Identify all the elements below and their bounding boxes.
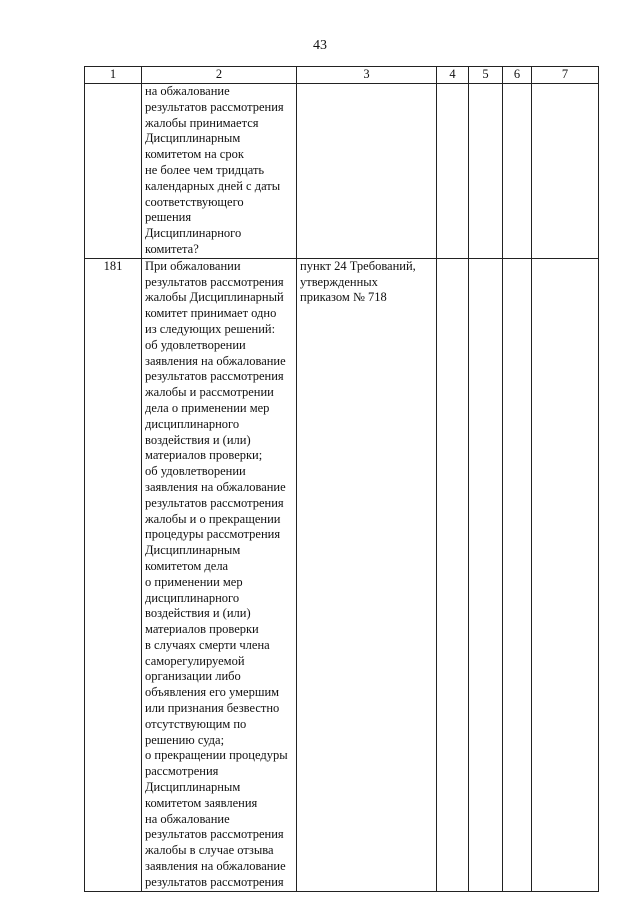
text-line: пункт 24 Требований, — [300, 258, 416, 273]
text-line: результатов рассмотрения — [145, 827, 284, 842]
text-line: комитетом на срок — [145, 147, 244, 162]
text-line: комитет принимает одно — [145, 306, 277, 321]
text-line: жалобы и рассмотрении — [145, 385, 274, 400]
header-col-2: 2 — [142, 67, 297, 84]
text-line: утвержденных — [300, 274, 378, 289]
legal-reference-cell — [297, 258, 437, 891]
text-line: результатов рассмотрения — [145, 369, 284, 384]
question-cell — [142, 84, 297, 259]
text-line: жалобы принимается — [145, 115, 259, 130]
question-cell — [142, 258, 297, 891]
legal-reference-cell — [297, 84, 437, 259]
text-line: о применении мер — [145, 574, 243, 589]
header-col-4: 4 — [437, 67, 469, 84]
text-line: о прекращении процедуры — [145, 748, 288, 763]
empty-cell-col-4 — [437, 258, 469, 891]
text-line: комитета? — [145, 241, 199, 256]
text-line: соответствующего — [145, 194, 244, 209]
text-line: об удовлетворении — [145, 464, 246, 479]
text-line: решению суда; — [145, 732, 225, 747]
text-line: материалов проверки — [145, 622, 259, 637]
text-line: жалобы в случае отзыва — [145, 843, 274, 858]
text-line: результатов рассмотрения — [145, 99, 284, 114]
text-line: дисциплинарного — [145, 590, 240, 605]
text-line: При обжаловании — [145, 258, 241, 273]
text-line: отсутствующим по — [145, 716, 247, 731]
empty-cell-col-6 — [503, 84, 532, 259]
text-line: решения — [145, 210, 192, 225]
header-col-7: 7 — [532, 67, 599, 84]
header-row — [85, 67, 599, 84]
text-line: об удовлетворении — [145, 337, 246, 352]
text-line: дела о применении мер — [145, 400, 270, 415]
table-row — [85, 258, 599, 891]
text-line: дисциплинарного — [145, 416, 240, 431]
text-line: комитетом заявления — [145, 795, 258, 810]
page-number: 43 — [313, 38, 327, 53]
text-line: из следующих решений: — [145, 321, 276, 336]
text-line: заявления на обжалование — [145, 479, 286, 494]
row-number-cell: 181 — [85, 258, 142, 891]
text-line: Дисциплинарным — [145, 543, 241, 558]
text-line: объявления его умершим — [145, 685, 280, 700]
text-line: приказом № 718 — [300, 290, 387, 305]
empty-cell-col-4 — [437, 84, 469, 259]
text-line: на обжалование — [145, 84, 230, 98]
requirements-table — [84, 66, 599, 892]
text-line: результатов рассмотрения — [145, 874, 284, 889]
text-line: календарных дней с даты — [145, 178, 281, 193]
text-line: не более чем тридцать — [145, 162, 265, 177]
text-line: материалов проверки; — [145, 448, 263, 463]
empty-cell-col-6 — [503, 258, 532, 891]
table-row — [85, 84, 599, 259]
text-line: воздействия и (или) — [145, 432, 251, 447]
text-line: воздействия и (или) — [145, 606, 251, 621]
text-line: в случаях смерти члена — [145, 637, 270, 652]
empty-cell-col-5 — [469, 84, 503, 259]
text-line: результатов рассмотрения — [145, 274, 284, 289]
empty-cell-col-7 — [532, 84, 599, 259]
text-line: саморегулируемой — [145, 653, 245, 668]
text-line: организации либо — [145, 669, 241, 684]
empty-cell-col-7 — [532, 258, 599, 891]
header-col-3: 3 — [297, 67, 437, 84]
text-line: Дисциплинарным — [145, 780, 241, 795]
text-line: заявления на обжалование — [145, 859, 286, 874]
header-col-5: 5 — [469, 67, 503, 84]
text-line: результатов рассмотрения — [145, 495, 284, 510]
text-line: Дисциплинарным — [145, 131, 241, 146]
text-line: рассмотрения — [145, 764, 219, 779]
text-line: заявления на обжалование — [145, 353, 286, 368]
text-line: или признания безвестно — [145, 701, 280, 716]
text-line: жалобы и о прекращении — [145, 511, 281, 526]
text-line: комитетом дела — [145, 558, 229, 573]
header-col-6: 6 — [503, 67, 532, 84]
empty-cell-col-5 — [469, 258, 503, 891]
row-number-cell — [85, 84, 142, 259]
text-line: жалобы Дисциплинарный — [145, 290, 284, 305]
text-line: на обжалование — [145, 811, 230, 826]
text-line: Дисциплинарного — [145, 226, 242, 241]
text-line: процедуры рассмотрения — [145, 527, 281, 542]
header-col-1: 1 — [85, 67, 142, 84]
